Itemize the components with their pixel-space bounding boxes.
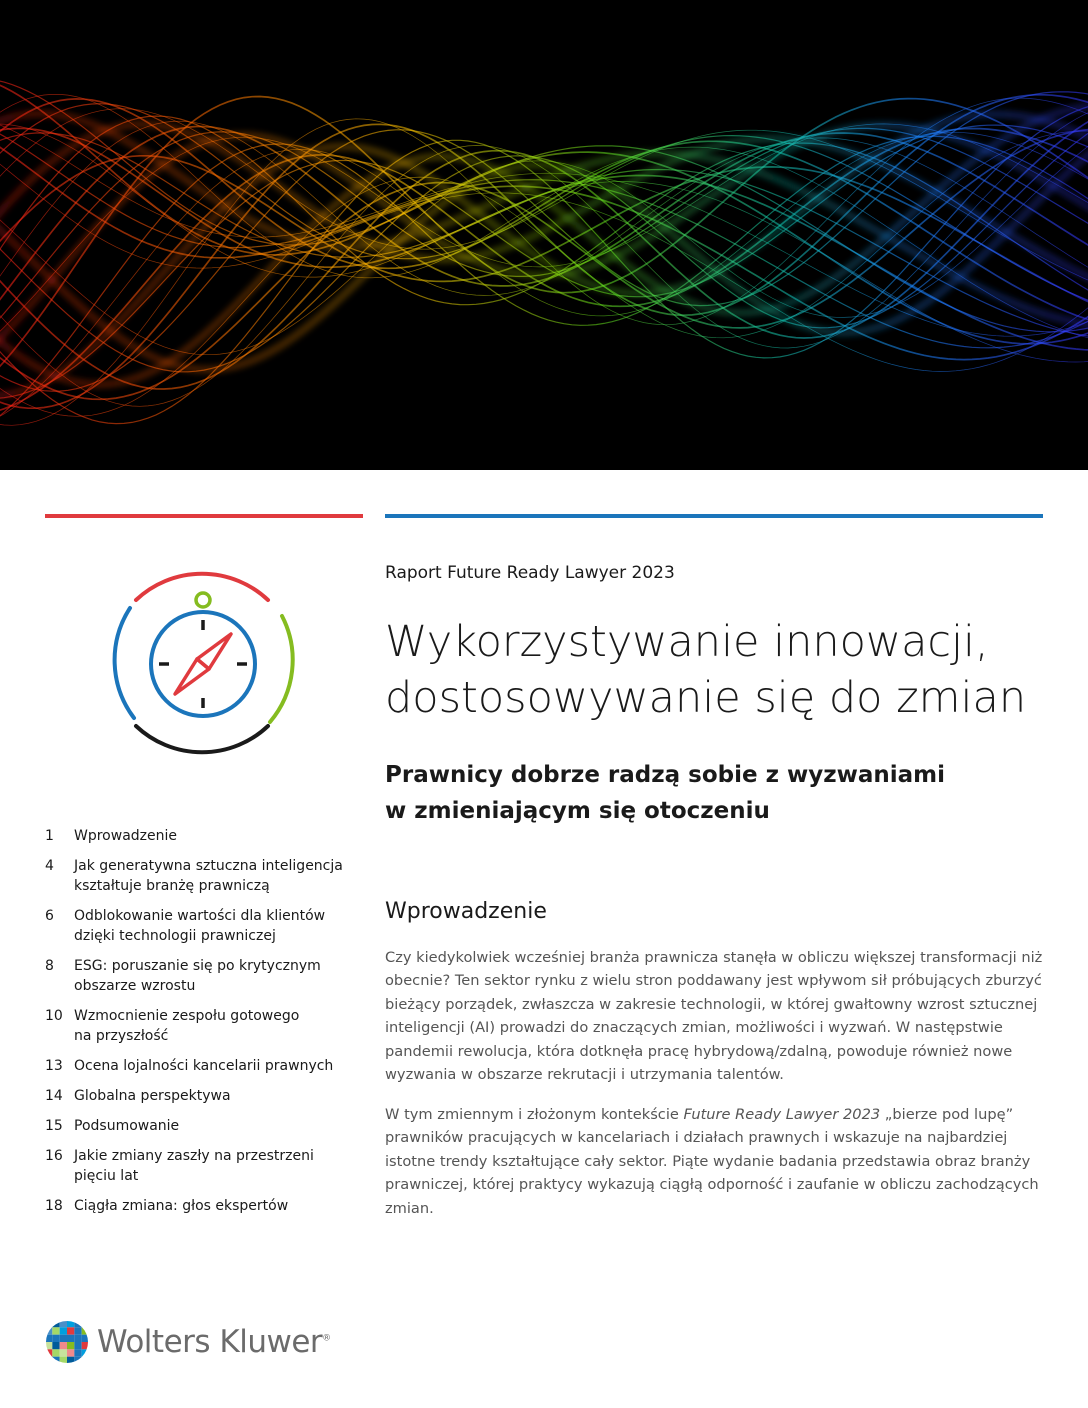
logo-tile	[67, 1349, 74, 1356]
toc-label-line: ESG: poruszanie się po krytycznym	[74, 958, 321, 974]
toc-label	[74, 1116, 365, 1136]
toc-label-line: Ocena lojalności kancelarii prawnych	[74, 1058, 334, 1074]
wolters-kluwer-logo[interactable]	[45, 1318, 331, 1366]
toc-label	[74, 1086, 365, 1106]
hero-image	[0, 0, 1088, 470]
logo-tile	[45, 1349, 52, 1356]
logo-tile	[82, 1342, 89, 1349]
toc-item[interactable]	[45, 1006, 365, 1046]
logo-tile	[45, 1342, 52, 1349]
logo-text	[97, 1324, 331, 1360]
logo-tile	[82, 1349, 89, 1356]
toc-page-number: 6	[45, 908, 54, 924]
toc-label-line: Globalna perspektywa	[74, 1088, 231, 1104]
logo-tile	[60, 1349, 67, 1356]
logo-tile	[52, 1342, 59, 1349]
wave-line	[0, 111, 1088, 389]
logo-tile	[60, 1342, 67, 1349]
spectrum-waves-image	[0, 0, 1088, 470]
compass-icon	[100, 560, 306, 760]
logo-tile	[52, 1327, 59, 1334]
registered-mark: ®	[322, 1333, 331, 1344]
toc-item[interactable]	[45, 1196, 365, 1216]
subtitle-line: Prawnicy dobrze radzą sobie z wyzwaniami	[385, 762, 946, 788]
toc-label-line: na przyszłość	[74, 1028, 169, 1044]
logo-wordmark: Wolters Kluwer	[97, 1324, 323, 1360]
toc-item[interactable]	[45, 856, 365, 896]
toc-label-line: Jak generatywna sztuczna inteligencja	[74, 858, 343, 874]
logo-tile	[45, 1335, 52, 1342]
toc-item[interactable]	[45, 906, 365, 946]
logo-tile	[74, 1349, 81, 1356]
section-heading: Wprowadzenie	[385, 899, 547, 924]
paragraph-text: „bierze pod lupę” prawników pracujących w kancelariach i działach prawnych i wskazuje na najbardziej istotne trendy kształtujące cały sektor. Piąte wydanie badania przedstawia obraz branży prawniczej, której praktycy wykazują ciągłą odporność i zaufanie w obliczu zachodzących zmian.	[385, 1106, 1039, 1217]
toc-item[interactable]	[45, 1086, 365, 1106]
toc-label-line: Ciągła zmiana: głos ekspertów	[74, 1198, 289, 1214]
toc-page-number: 10	[45, 1008, 63, 1024]
wave-line	[0, 97, 1088, 387]
toc-page-number: 18	[45, 1198, 63, 1214]
title-line: dostosowywanie się do zmian	[385, 673, 1027, 723]
toc-item[interactable]	[45, 956, 365, 996]
toc-page-number: 8	[45, 958, 54, 974]
title-line: Wykorzystywanie innowacji,	[385, 617, 989, 667]
toc-page-number: 16	[45, 1148, 63, 1164]
toc-label	[74, 826, 365, 846]
toc-label	[74, 956, 365, 996]
logo-tile	[60, 1327, 67, 1334]
intro-paragraph: Czy kiedykolwiek wcześniej branża prawnicza stanęła w obliczu większej transformacji niż obecnie? Ten sektor rynku z wielu stron poddawany jest wpływom sił próbujących zburzyć bieżący porządek, zwłaszcza w zakresie technologii, w której gwałtowny wzrost sztucznej inteligencji (AI) prowadzi do znaczących zmian, możliwości i wyzwań. W następstwie pandemii rewolucja, która dotknęła pracę hybrydową/zdalną, powoduje również nowe wyzwania w obszarze rekrutacji i utrzymania talentów.	[385, 949, 1043, 1084]
toc-label	[74, 856, 365, 896]
report-name-italic: Future Ready Lawyer 2023	[683, 1106, 881, 1123]
page-subtitle	[385, 757, 1045, 829]
logo-tile	[45, 1320, 52, 1327]
toc-label-line: Wzmocnienie zespołu gotowego	[74, 1008, 300, 1024]
logo-tile	[74, 1335, 81, 1342]
logo-tile	[67, 1342, 74, 1349]
toc-label-line: Wprowadzenie	[74, 828, 177, 844]
toc-label	[74, 1056, 365, 1076]
toc-page-number: 1	[45, 828, 54, 844]
toc-item[interactable]	[45, 826, 365, 846]
toc-page-number: 15	[45, 1118, 63, 1134]
toc-label-line: kształtuje branżę prawniczą	[74, 878, 270, 894]
paragraph-text: W tym zmiennym i złożonym kontekście	[385, 1106, 684, 1123]
toc-label-line: Jakie zmiany zaszły na przestrzeni	[74, 1148, 314, 1164]
wolters-kluwer-mosaic-logo	[45, 1320, 89, 1364]
toc-page-number: 13	[45, 1058, 63, 1074]
toc-item[interactable]	[45, 1116, 365, 1136]
toc-label-line: dzięki technologii prawniczej	[74, 928, 276, 944]
logo-tile	[82, 1320, 89, 1327]
toc-page-number: 14	[45, 1088, 63, 1104]
toc-page-number: 4	[45, 858, 54, 874]
logo-tile	[74, 1327, 81, 1334]
logo-tile	[67, 1335, 74, 1342]
logo-tile	[82, 1327, 89, 1334]
toc-label-line: Odblokowanie wartości dla klientów	[74, 908, 326, 924]
logo-tile	[82, 1357, 89, 1364]
toc-label-line: pięciu lat	[74, 1168, 139, 1184]
logo-tile	[60, 1335, 67, 1342]
report-label: Raport Future Ready Lawyer 2023	[385, 563, 675, 583]
toc-label-line: obszarze wzrostu	[74, 978, 196, 994]
subtitle-line: w zmieniającym się otoczeniu	[385, 798, 770, 824]
logo-tile	[45, 1357, 52, 1364]
logo-tile	[67, 1357, 74, 1364]
toc-label	[74, 906, 365, 946]
toc-label	[74, 1146, 365, 1186]
toc-label	[74, 1196, 365, 1216]
logo-tile	[67, 1327, 74, 1334]
logo-tile	[74, 1342, 81, 1349]
logo-tile	[60, 1357, 67, 1364]
toc-label-line: Podsumowanie	[74, 1118, 180, 1134]
divider-blue	[385, 514, 1043, 518]
intro-paragraph	[385, 1103, 1045, 1220]
logo-tile	[74, 1320, 81, 1327]
logo-tile	[52, 1357, 59, 1364]
logo-tile	[52, 1335, 59, 1342]
logo-tile	[82, 1335, 89, 1342]
toc-item[interactable]	[45, 1146, 365, 1186]
logo-tile	[45, 1327, 52, 1334]
wave-glow	[0, 105, 1088, 384]
toc-item[interactable]	[45, 1056, 365, 1076]
logo-tile	[52, 1320, 59, 1327]
logo-tile	[60, 1320, 67, 1327]
logo-tile	[74, 1357, 81, 1364]
page-title	[385, 614, 1075, 726]
logo-tile	[52, 1349, 59, 1356]
divider-red	[45, 514, 363, 518]
logo-tile	[67, 1320, 74, 1327]
table-of-contents	[45, 826, 365, 1226]
toc-label	[74, 1006, 365, 1046]
